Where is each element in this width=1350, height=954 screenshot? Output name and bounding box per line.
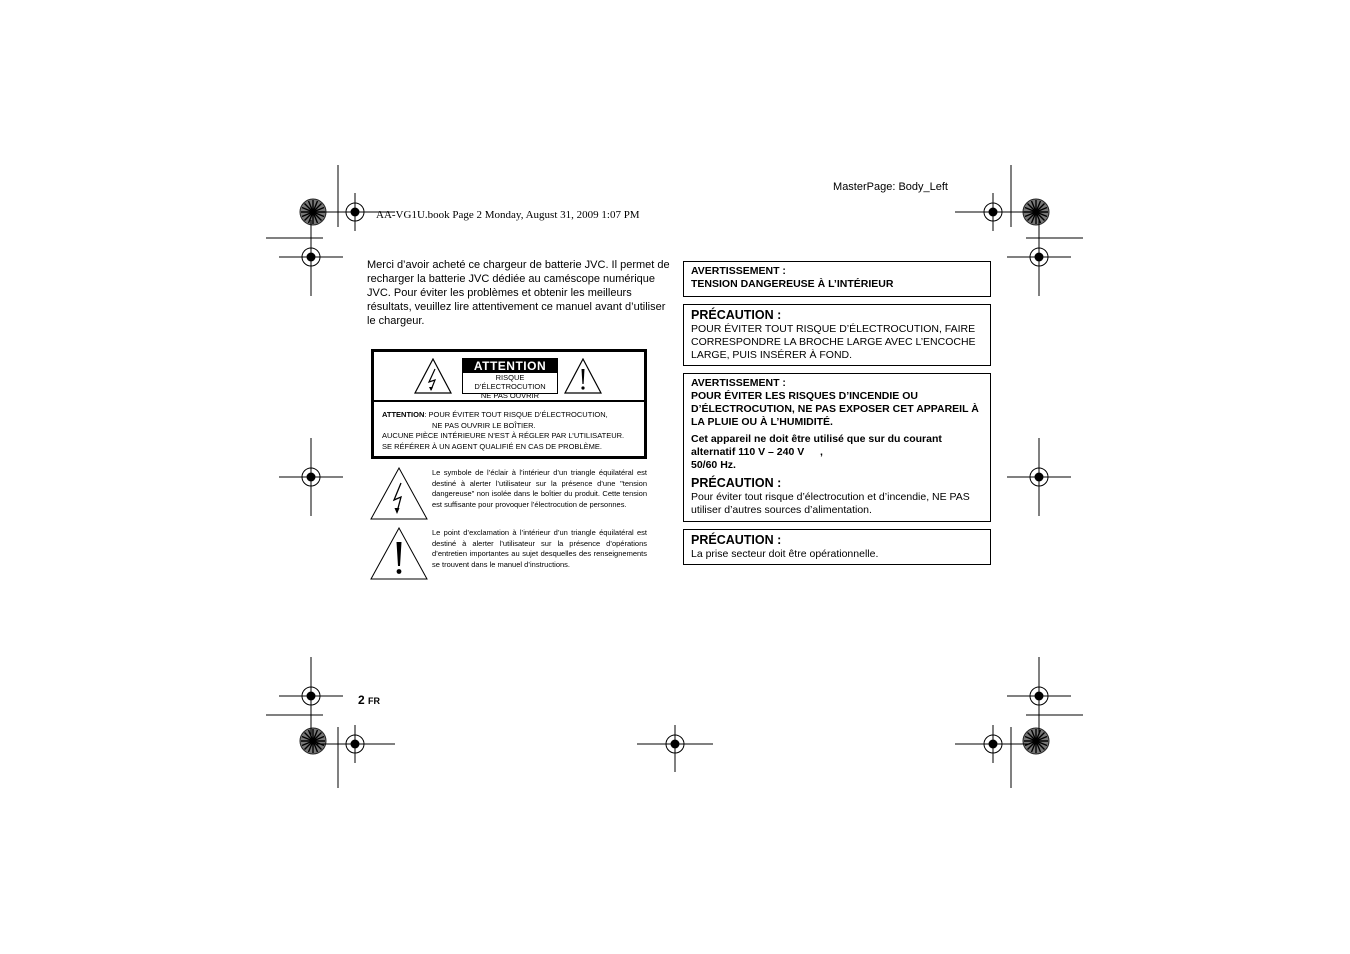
caution-heading: PRÉCAUTION : (691, 533, 782, 547)
current-text: Cet appareil ne doit être utilisé que sur du courant (691, 433, 942, 445)
star-target-bottom-left (300, 728, 326, 754)
page-number-value: 2 (358, 693, 365, 707)
caution-line: SE RÉFÉRER À UN AGENT QUALIFIÉ EN CAS DE PROBLÈME. (382, 441, 602, 451)
exclamation-triangle-icon (370, 527, 428, 580)
current-text: alternatif 110 V – 240 V , (691, 446, 823, 458)
warning-text: TENSION DANGEREUSE À L’INTÉRIEUR (691, 278, 894, 290)
caution-lead: ATTENTION (382, 410, 425, 419)
caution-line: AUCUNE PIÈCE INTÉRIEURE N’EST À RÉGLER PAR L’UTILISATEUR. (382, 431, 625, 440)
caution-text: La prise secteur doit être opérationnelle. (691, 548, 879, 560)
attention-subtitle: RISQUE D’ÉLECTROCUTION (474, 373, 546, 391)
warning-box-voltage (683, 261, 991, 297)
star-target-bottom-right (1023, 728, 1049, 754)
exclamation-symbol-text: Le point d’exclamation à l’intérieur d’un triangle équilatéral est destiné à alerter l’utilisateur sur la présence d’opérations d’entretien importantes au sujet desquelles des renseignements se trouvent dans le manuel d’instructions. (432, 528, 647, 569)
language-code: FR (368, 696, 381, 706)
caution-line: NE PAS OUVRIR LE BOÎTIER. (432, 420, 536, 430)
lightning-symbol-text: Le symbole de l’éclair à l’intérieur d’un triangle équilatéral est destiné à alerter l’utilisateur sur la présence d’une "tension dangereuse" non isolée dans le boîtier du produit. Cette tension est suffisante pour provoquer l’électrocution de personnes. (432, 468, 647, 509)
caution-heading: PRÉCAUTION : (691, 308, 782, 322)
caution-box-plug (683, 304, 991, 366)
caution-text: Pour éviter tout risque d’électrocution et d’incendie, NE PAS utiliser d’autres sources d’alimentation. (691, 491, 970, 516)
attention-subtitle: NE PAS OUVRIR (480, 391, 540, 400)
caution-label-panel (371, 349, 647, 459)
warning-text: POUR ÉVITER LES RISQUES D’INCENDIE OU D’ÉLECTROCUTION, NE PAS EXPOSER CET APPAREIL À LA PLUIE OU À L’HUMIDITÉ. (691, 390, 979, 428)
intro-paragraph: Merci d’avoir acheté ce chargeur de batterie JVC. Il permet de recharger la batterie JVC dédiée au caméscope numérique JVC. Pour éviter les problèmes et obtenir les meilleurs résultats, veuillez lire attentivement ce manuel avant d’utiliser le chargeur. (367, 259, 670, 327)
current-text: 50/60 Hz. (691, 459, 736, 471)
caution-box-outlet (683, 529, 991, 565)
page-number (358, 693, 380, 707)
caution-text: POUR ÉVITER TOUT RISQUE D’ÉLECTROCUTION, FAIRE CORRESPONDRE LA BROCHE LARGE AVEC L’ENCOCHE LARGE, PUIS INSÉRER À FOND. (691, 323, 976, 361)
lightning-triangle-icon (370, 467, 428, 520)
warning-heading: AVERTISSEMENT : (691, 377, 786, 389)
warning-box-fire (683, 373, 991, 522)
caution-label-text (382, 410, 644, 452)
master-page-label: MasterPage: Body_Left (833, 181, 948, 193)
book-info: AA-VG1U.book Page 2 Monday, August 31, 2009 1:07 PM (376, 209, 640, 221)
exclamation-triangle-icon (564, 358, 602, 394)
caution-label-header (374, 352, 644, 402)
attention-title: ATTENTION (463, 359, 557, 373)
caution-line: : POUR ÉVITER TOUT RISQUE D’ÉLECTROCUTION, (424, 410, 608, 419)
attention-badge (462, 358, 558, 400)
lightning-triangle-icon (414, 358, 452, 394)
caution-heading: PRÉCAUTION : (691, 476, 782, 490)
warning-heading: AVERTISSEMENT : (691, 265, 786, 277)
